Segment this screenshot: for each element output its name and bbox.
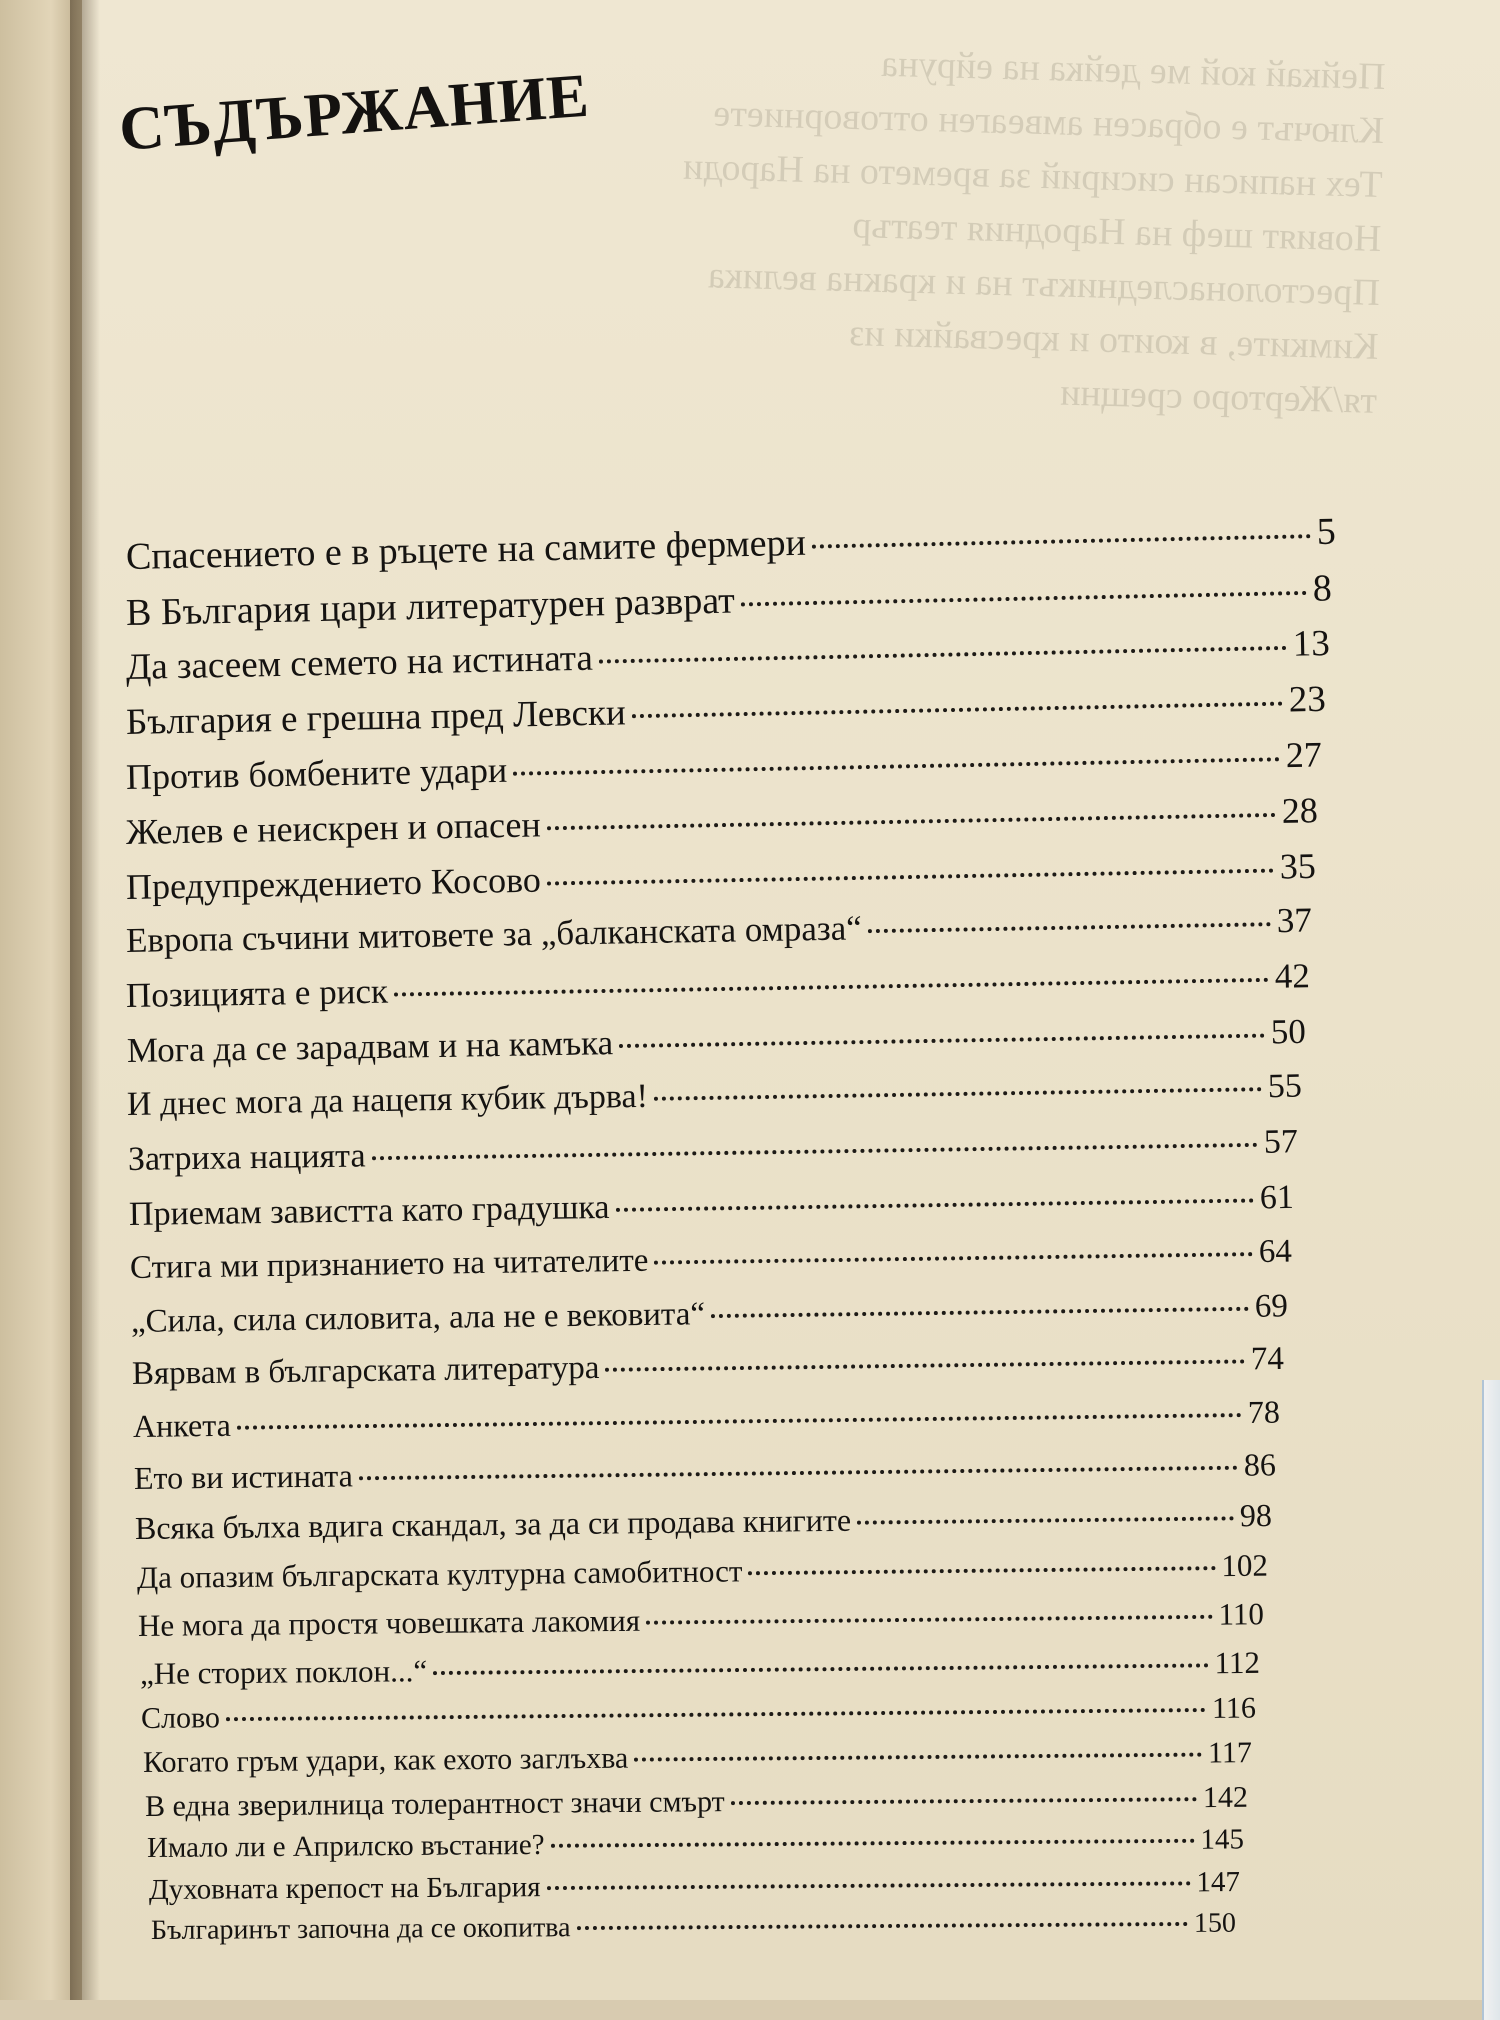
toc-entry-page: 23	[1288, 678, 1327, 721]
toc-entry	[135, 1497, 1272, 1547]
toc-entry	[138, 1596, 1264, 1644]
toc-entry-title: В една зверилница толерантност значи смърт	[144, 1785, 725, 1823]
toc-entry	[147, 1823, 1244, 1865]
toc-entry	[149, 1866, 1240, 1907]
toc-leader-dots	[551, 1839, 1195, 1848]
toc-entry-page: 145	[1200, 1823, 1245, 1856]
toc-entry-page: 69	[1254, 1288, 1289, 1325]
toc-entry-title: И днес мога да нацепя кубик дърва!	[126, 1077, 649, 1123]
toc-leader-dots	[634, 1753, 1202, 1762]
toc-leader-dots	[237, 1413, 1242, 1430]
toc-leader-dots	[711, 1307, 1249, 1318]
toc-leader-dots	[812, 534, 1311, 548]
toc-leader-dots	[599, 646, 1287, 664]
toc-entry-title: Затриха нацията	[127, 1137, 366, 1178]
toc-entry-page: 42	[1274, 956, 1311, 996]
toc-entry-title: Европа съчини митовете за „балканската омраза“	[125, 908, 863, 960]
toc-entry-title: Българинът започна да се окопитва	[150, 1912, 571, 1946]
toc-entry	[126, 510, 1337, 579]
toc-entry-page: 64	[1258, 1233, 1293, 1271]
toc-leader-dots	[741, 591, 1307, 607]
toc-entry	[137, 1548, 1268, 1596]
toc-entry-page: 117	[1207, 1736, 1253, 1770]
toc-entry-title: Когато гръм удари, как ехото заглъхва	[142, 1741, 629, 1779]
toc-entry-page: 28	[1281, 790, 1319, 831]
toc-entry-title: „Сила, сила силовита, ала не е вековита“	[130, 1296, 706, 1340]
toc-entry-title: Анкета	[132, 1406, 231, 1444]
toc-entry-page: 112	[1214, 1644, 1261, 1681]
toc-entry-title: България е грешна пред Левски	[125, 692, 627, 743]
bleed-line: тя/Жерторо срещни	[1059, 371, 1378, 422]
toc-entry-page: 37	[1276, 900, 1313, 941]
toc-entry	[151, 1908, 1236, 1947]
toc-entry	[130, 1234, 1292, 1287]
toc-entry-title: Желев е неискрен и опасен	[125, 804, 542, 852]
toc-entry	[141, 1691, 1256, 1736]
toc-entry-page: 55	[1267, 1067, 1303, 1106]
bleed-line: Новият шеф на Народния театър	[851, 204, 1382, 260]
toc-entry-title: Против бомбените удари	[125, 749, 508, 797]
toc-entry	[145, 1781, 1248, 1824]
toc-entry-page: 35	[1279, 845, 1317, 887]
toc-entry-title: Приемам завистта като градушка	[128, 1188, 610, 1233]
bleed-line: Престолонаследникът на и кракна велика	[707, 254, 1381, 314]
bleed-line: Кимките, в които и кресвайки из	[848, 312, 1379, 368]
toc-entry-title: Позицията е риск	[125, 971, 389, 1015]
toc-entry-title: Всяка бълха вдига скандал, за да си продава книгите	[134, 1501, 852, 1546]
bleed-line: Тех написан сисирий за времето на Народи	[682, 145, 1384, 206]
toc-entry-title: Спасението е в ръцете на самите фермери	[125, 521, 807, 578]
toc-entry-page: 78	[1247, 1393, 1281, 1430]
toc-entry-title: Слово	[140, 1701, 221, 1735]
toc-entry	[126, 733, 1323, 798]
toc-entry	[134, 1446, 1276, 1497]
toc-entry	[140, 1645, 1260, 1692]
toc-entry	[132, 1341, 1284, 1393]
toc-leader-dots	[226, 1708, 1206, 1721]
toc-entry-page: 61	[1259, 1178, 1295, 1217]
toc-leader-dots	[868, 922, 1271, 933]
toc-entry-title: Предупреждението Косово	[125, 859, 542, 907]
toc-entry-page: 150	[1193, 1907, 1237, 1939]
toc-entry-page: 110	[1218, 1596, 1265, 1632]
toc-entry-title: „Не сторих поклон...“	[139, 1653, 428, 1691]
toc-leader-dots	[748, 1566, 1215, 1575]
toc-leader-dots	[731, 1797, 1197, 1805]
toc-leader-dots	[619, 1034, 1265, 1048]
toc-entry-page: 27	[1285, 734, 1323, 776]
toc-leader-dots	[547, 869, 1274, 886]
toc-entry	[126, 789, 1319, 853]
toc-entry-page: 5	[1316, 510, 1337, 554]
toc-entry-title: Не мога да простя човешката лакомия	[137, 1602, 641, 1643]
toc-leader-dots	[513, 757, 1280, 775]
page-title: СЪДЪРЖАНИЕ	[116, 61, 592, 165]
toc-leader-dots	[394, 978, 1269, 997]
toc-entry-page: 116	[1211, 1691, 1257, 1725]
notebook-edge	[1482, 1380, 1500, 2020]
toc-entry	[129, 1179, 1294, 1234]
toc-entry	[131, 1288, 1288, 1341]
toc-entry-title: Духовната крепост на България	[148, 1871, 541, 1906]
toc-entry-page: 98	[1239, 1496, 1273, 1534]
toc-entry-title: В България цари литературен разврат	[125, 579, 736, 634]
toc-leader-dots	[654, 1087, 1262, 1101]
toc-leader-dots	[359, 1466, 1238, 1481]
toc-entry	[128, 1123, 1298, 1179]
toc-leader-dots	[646, 1615, 1213, 1625]
toc-leader-dots	[547, 1881, 1191, 1890]
toc-entry-title: Ето ви истината	[133, 1457, 354, 1496]
toc-entry	[127, 1012, 1306, 1071]
toc-entry-page: 13	[1292, 623, 1331, 665]
toc-entry-title: Имало ли е Априлско въстание?	[146, 1828, 545, 1864]
bleed-line: Ключът е обрасен амвеаген отговорниете	[712, 92, 1385, 152]
toc-leader-dots	[616, 1199, 1254, 1212]
toc-leader-dots	[632, 702, 1283, 719]
toc-entry-page: 57	[1263, 1123, 1299, 1161]
toc-leader-dots	[547, 813, 1276, 830]
toc-entry	[133, 1394, 1280, 1445]
toc-entry-title: Да засеем семето на истината	[125, 637, 594, 688]
toc-entry-page: 102	[1221, 1547, 1269, 1584]
toc-entry-page: 147	[1196, 1866, 1241, 1899]
toc-entry	[126, 845, 1317, 908]
toc-entry	[126, 678, 1327, 744]
toc-entry	[126, 622, 1331, 689]
toc-entry	[143, 1736, 1252, 1780]
toc-leader-dots	[433, 1663, 1209, 1675]
toc-entry-page: 8	[1312, 567, 1333, 610]
toc-leader-dots	[857, 1516, 1234, 1524]
toc-entry	[126, 956, 1311, 1016]
toc-entry	[127, 1068, 1302, 1124]
toc-entry-page: 50	[1270, 1011, 1307, 1052]
toc-leader-dots	[605, 1359, 1245, 1371]
toc-entry	[126, 901, 1313, 961]
toc-entry-title: Стига ми признанието на читателите	[129, 1242, 649, 1286]
toc-leader-dots	[372, 1143, 1258, 1160]
toc-entry-title: Вярвам в българската литература	[131, 1349, 600, 1392]
bleed-line: Пейкай кой ме дейка на ейруна	[880, 42, 1386, 99]
toc-entry-page: 142	[1202, 1780, 1249, 1815]
toc-entry-title: Мога да се зарадвам и на камъка	[126, 1023, 614, 1070]
toc-entry-title: Да опазим българската културна самобитност	[136, 1553, 743, 1595]
toc-leader-dots	[654, 1252, 1253, 1264]
toc-entry-page: 86	[1243, 1446, 1277, 1483]
toc-entry-page: 74	[1250, 1340, 1285, 1378]
toc-leader-dots	[577, 1922, 1188, 1930]
